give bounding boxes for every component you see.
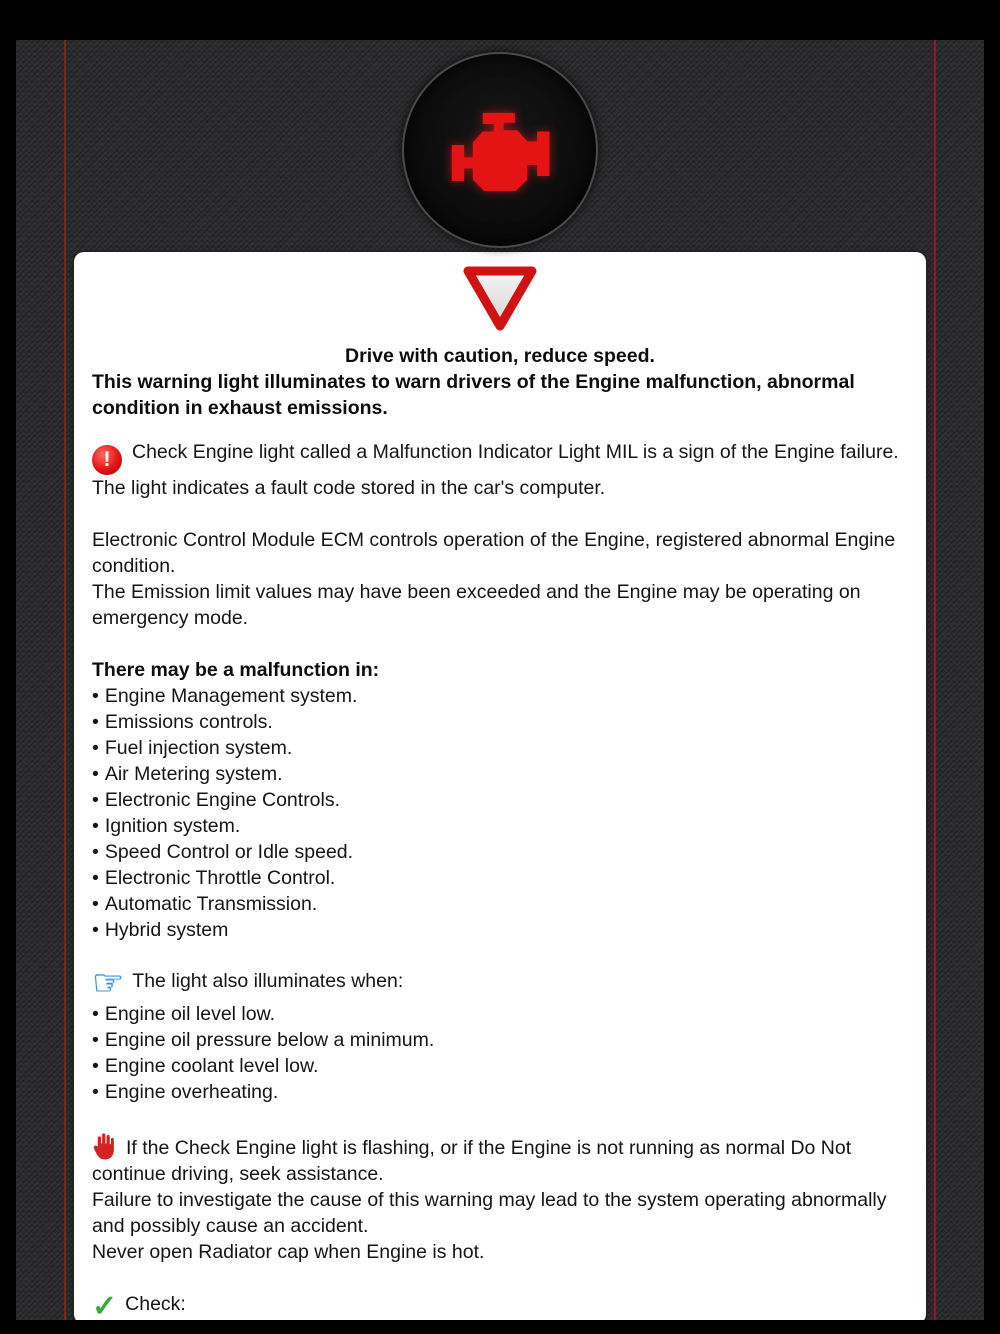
list-item: • Fuel injection system. xyxy=(92,736,293,759)
alert-icon: ! xyxy=(92,445,122,475)
stop-text: If the Check Engine light is flashing, or if the Engine is not running as normal Do Not continue driving, seek assistance. xyxy=(92,1136,852,1185)
check-heading-line xyxy=(92,1291,908,1321)
list-item: • Emissions controls. xyxy=(92,710,273,733)
list-item: • Engine oil pressure below a minimum. xyxy=(92,1028,435,1051)
engine-light-badge xyxy=(402,52,598,248)
pointing-hand-icon: ☞ xyxy=(92,961,125,1003)
mil-text: Check Engine light called a Malfunction Indicator Light MIL is a sign of the Engine failure. xyxy=(132,441,899,463)
ecm-paragraph-line1: Electronic Control Module ECM controls operation of the Engine, registered abnormal Engine condition. xyxy=(92,528,896,577)
illuminates-heading: The light also illuminates when: xyxy=(132,969,404,992)
list-item: • Electronic Engine Controls. xyxy=(92,788,341,811)
illuminates-heading-line xyxy=(92,961,908,1003)
mil-paragraph-line1 xyxy=(92,439,908,475)
malfunction-list xyxy=(92,683,908,943)
check-engine-icon xyxy=(439,103,561,197)
stop-paragraph-line3: Never open Radiator cap when Engine is hot. xyxy=(92,1240,485,1263)
malfunction-heading: There may be a malfunction in: xyxy=(92,658,380,681)
list-item: • Air Metering system. xyxy=(92,762,283,785)
stop-paragraph-line1 xyxy=(92,1131,908,1187)
mil-paragraph-line2: The light indicates a fault code stored in the car's computer. xyxy=(92,476,606,499)
list-item: • Automatic Transmission. xyxy=(92,892,318,915)
stop-paragraph-line2: Failure to investigate the cause of this warning may lead to the system operating abnormally and possibly cause an accident. xyxy=(92,1188,887,1237)
ecm-paragraph-line2: The Emission limit values may have been exceeded and the Engine may be operating on emergency mode. xyxy=(92,580,861,629)
list-item: • Speed Control or Idle speed. xyxy=(92,840,354,863)
list-item: • Ignition system. xyxy=(92,814,241,837)
list-item: • Engine coolant level low. xyxy=(92,1054,319,1077)
list-item: • Engine overheating. xyxy=(92,1080,279,1103)
red-pinstripe-right xyxy=(934,40,936,1320)
list-item: • Engine Management system. xyxy=(92,684,358,707)
check-icon: ✓ xyxy=(92,1289,118,1320)
warning-triangle-wrap xyxy=(92,264,908,339)
list-item: • Electronic Throttle Control. xyxy=(92,866,336,889)
check-heading: Check: xyxy=(125,1292,186,1315)
caution-title: Drive with caution, reduce speed. xyxy=(345,345,655,367)
red-pinstripe-left xyxy=(64,40,66,1320)
intro-text: This warning light illuminates to warn drivers of the Engine malfunction, abnormal condition in exhaust emissions. xyxy=(92,371,855,419)
app-background xyxy=(16,40,984,1320)
illuminates-list xyxy=(92,1001,908,1105)
warning-triangle-icon xyxy=(459,264,541,332)
list-item: • Hybrid system xyxy=(92,918,229,941)
content-card[interactable] xyxy=(74,252,926,1320)
list-item: • Engine oil level low. xyxy=(92,1002,276,1025)
stop-hand-icon xyxy=(92,1131,118,1161)
